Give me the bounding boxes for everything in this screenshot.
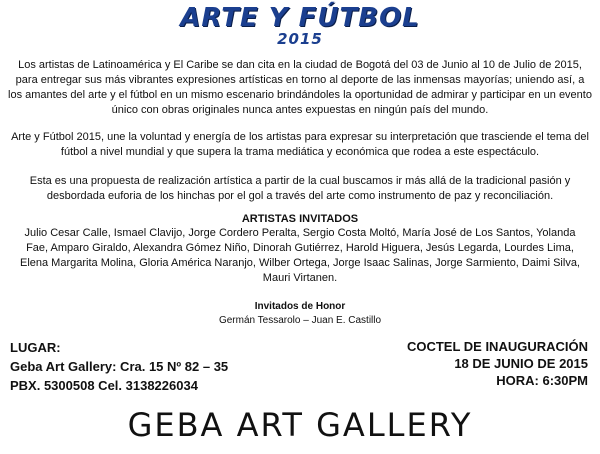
venue-label: LUGAR: (10, 340, 61, 355)
honor-guests-heading: Invitados de Honor (254, 301, 346, 312)
event-year: 2015 (277, 30, 323, 48)
event-title-logo (0, 4, 600, 47)
artists-list: Julio Cesar Calle, Ismael Clavijo, Jorge Cordero Peralta, Sergio Costa Moltó, María José de Los Santos, Yolanda Fae, Amparo Giraldo, Alexandra Gómez Niño, Dinorah Gutiérrez, Harold Higuera, Jesús Legarda, Lourdes Lima, Elena Margarita Molina, Gloria América Naranjo, Wilber Ortega, Jorge Isaac Salinas, Jorge Sarmiento, Daimi Silva, Mauri Virtanen. (19, 227, 580, 284)
intro-paragraph-1: Los artistas de Latinoamérica y El Caribe se dan cita en la ciudad de Bogotá del 03 de Junio al 10 de Julio de 2015, para entregar sus más vibrantes expresiones artísticas en torno al deporte de las inmensas mayorías; uniendo así, a los amantes del arte y el fútbol en un mismo escenario brindándoles la oportunidad de admirar y participar en un evento único con obras originales nunca antes expuestas en ningún país del mundo. (8, 59, 592, 116)
intro-paragraph-2: Arte y Fútbol 2015, une la voluntad y energía de los artistas para expresar su interpretación que trasciende el tema del fútbol a nivel mundial y que supera la trama mediática y económica que rodea a este espectáculo. (11, 131, 589, 158)
intro-paragraph-3: Esta es una propuesta de realización artística a partir de la cual buscamos ir más allá de la tradicional pasión y desbordada euforia de los hinchas por el gol a través del arte como instrumento de paz y reconciliación. (29, 175, 571, 202)
artists-heading: ARTISTAS INVITADOS (241, 213, 359, 225)
opening-event-block (328, 338, 588, 389)
event-date: 18 DE JUNIO DE 2015 (454, 356, 588, 371)
venue-address: Geba Art Gallery: Cra. 15 Nº 82 – 35 (10, 359, 229, 374)
venue-block (10, 338, 310, 395)
event-time: HORA: 6:30PM (496, 373, 588, 388)
event-name: COCTEL DE INAUGURACIÓN (406, 339, 588, 354)
event-title: ARTE Y FÚTBOL (180, 3, 420, 33)
gallery-logo: GEBA ART GALLERY (127, 406, 473, 444)
venue-phones: PBX. 5300508 Cel. 3138226034 (10, 378, 198, 393)
honor-guests-names: Germán Tessarolo – Juan E. Castillo (218, 315, 382, 326)
